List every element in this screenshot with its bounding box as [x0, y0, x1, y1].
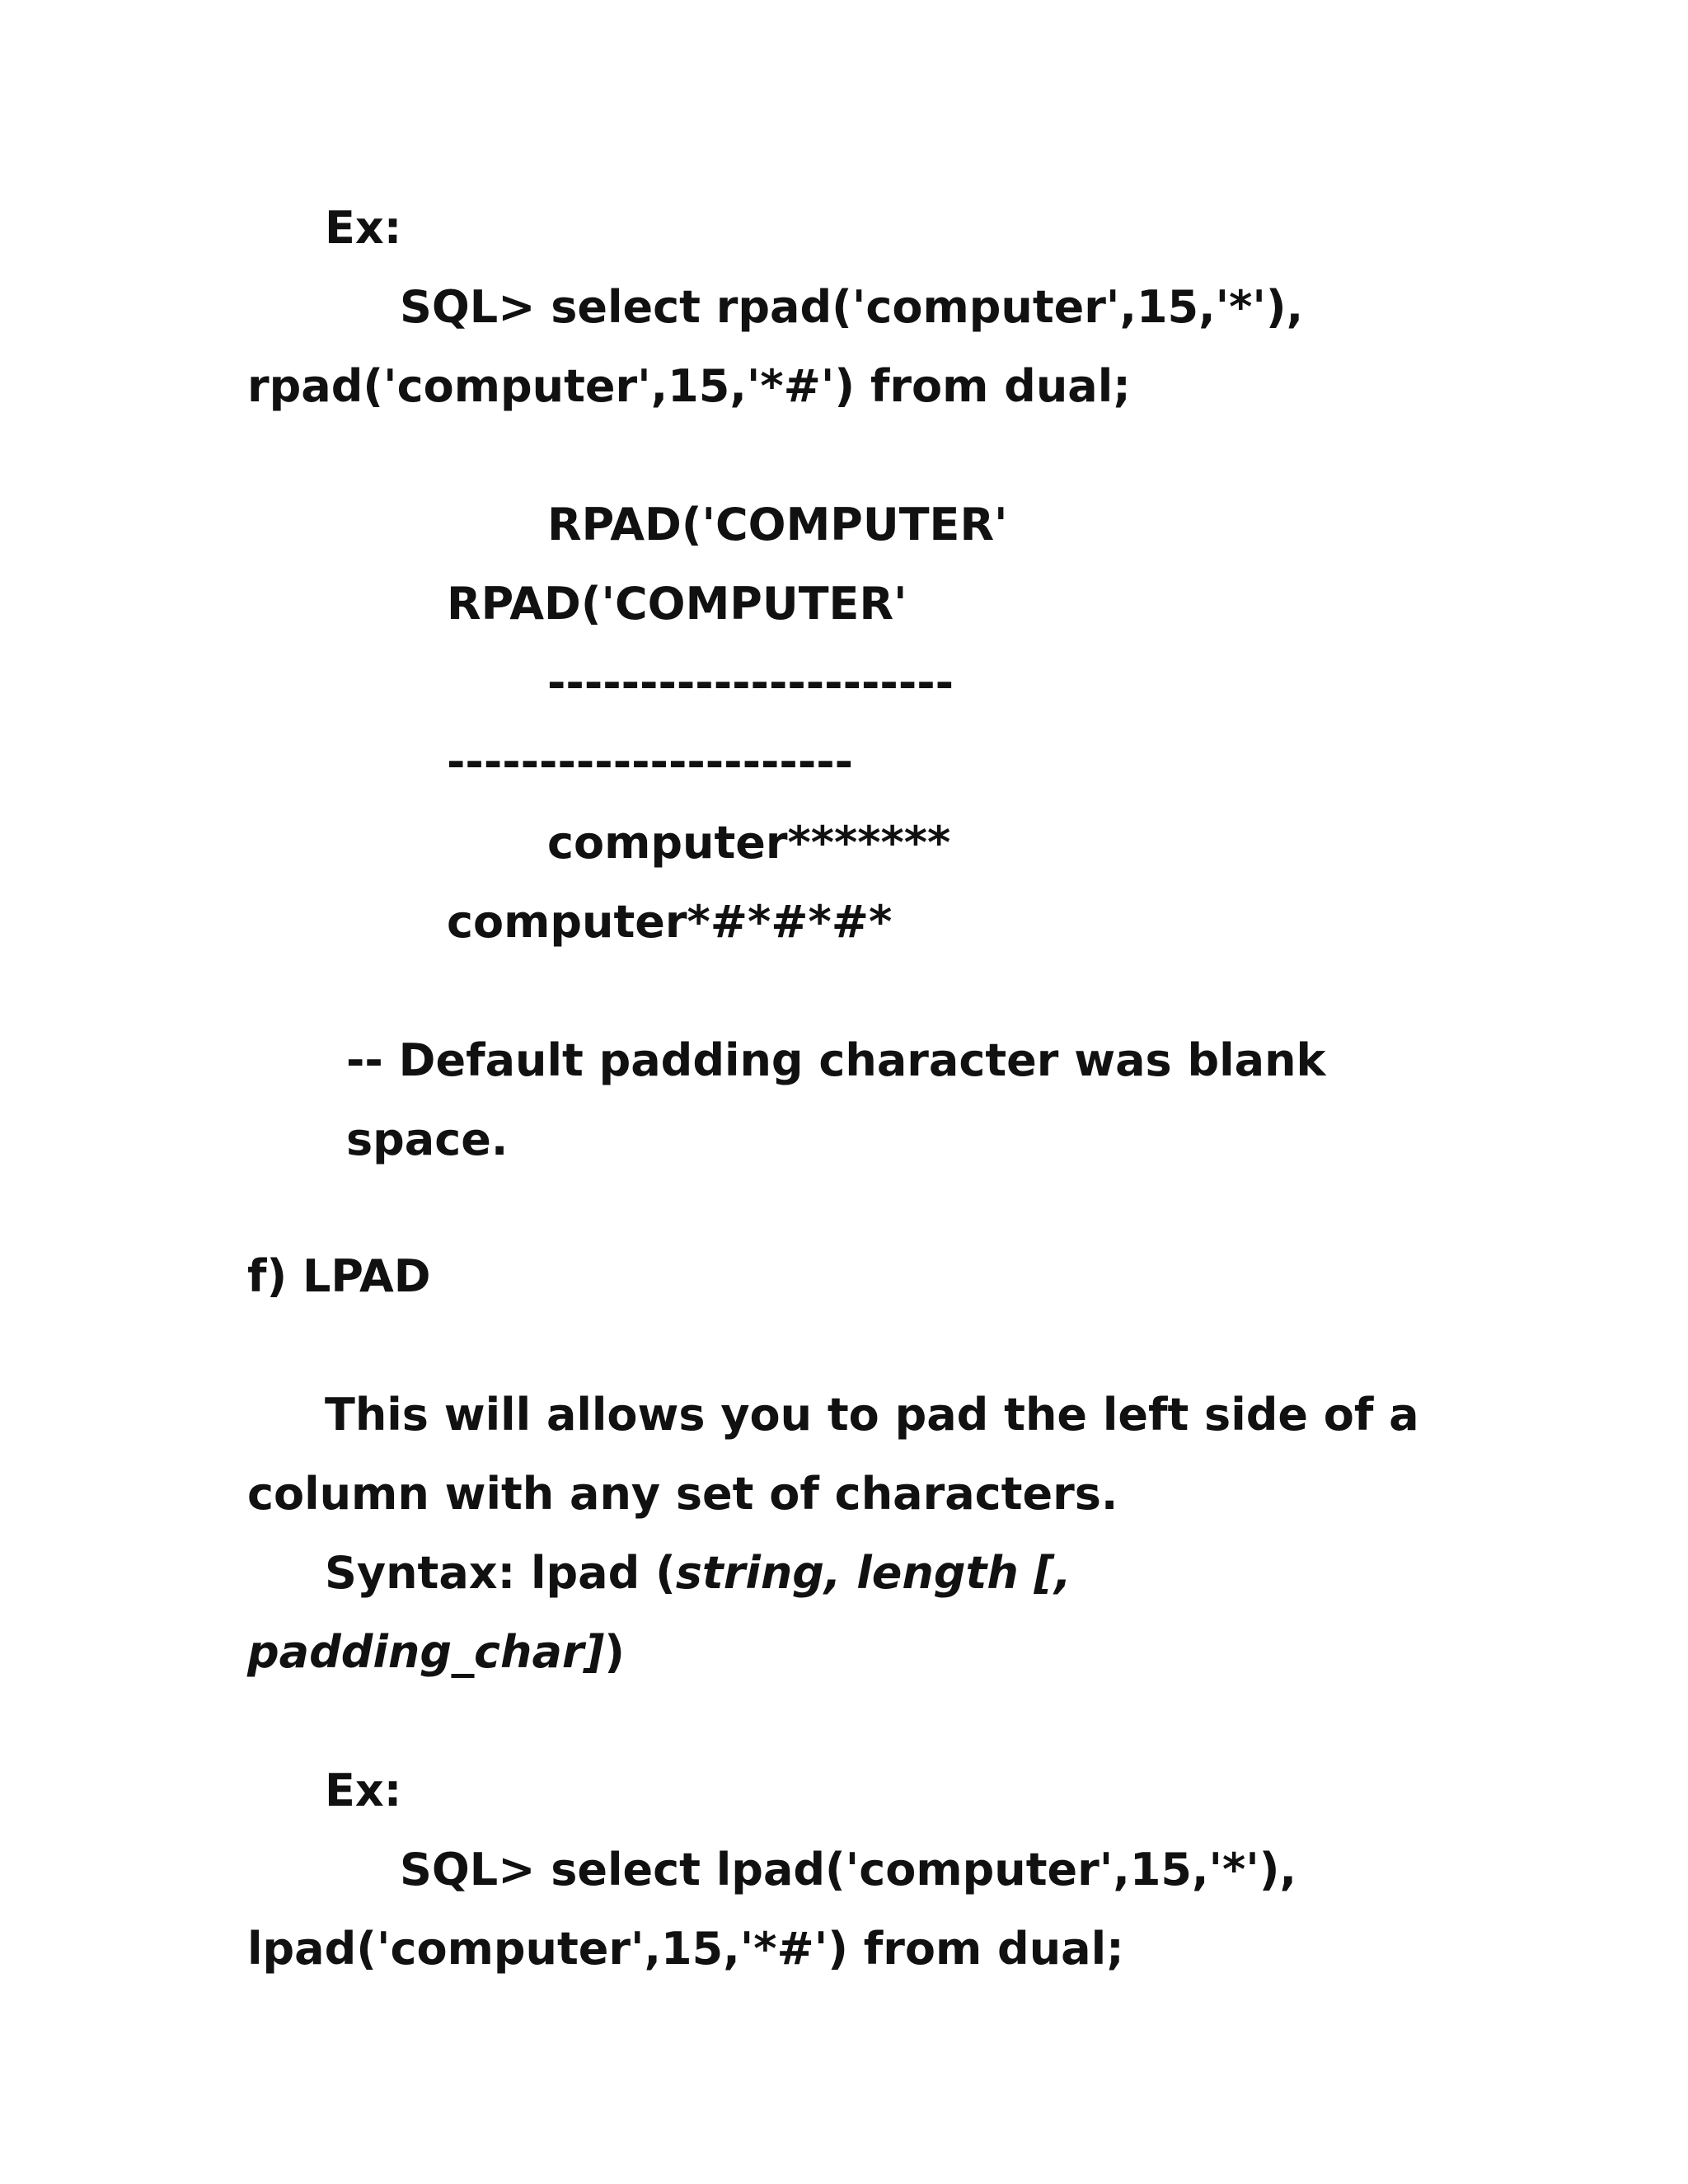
note-line: -- Default padding character was blank	[346, 1034, 1326, 1086]
result-column-header: RPAD('COMPUTER'	[547, 499, 1008, 551]
note-line: space.	[346, 1113, 509, 1165]
sql-query-line: SQL> select rpad('computer',15,'*'),	[400, 281, 1304, 333]
syntax-params: padding_char]	[247, 1626, 605, 1678]
result-value: computer*******	[547, 817, 951, 869]
result-separator: ----------------------	[547, 657, 954, 709]
result-value: computer*#*#*#*	[447, 896, 893, 948]
description-line: column with any set of characters.	[247, 1468, 1118, 1520]
ex-label: Ex:	[325, 1765, 402, 1816]
section-heading: f) LPAD	[247, 1250, 431, 1302]
syntax-line	[247, 1626, 625, 1678]
sql-query-line: rpad('computer',15,'*#') from dual;	[247, 360, 1131, 412]
ex-label: Ex:	[325, 202, 402, 254]
syntax-suffix: )	[604, 1626, 625, 1678]
result-column-header: RPAD('COMPUTER'	[447, 578, 907, 630]
sql-query-line: SQL> select lpad('computer',15,'*'),	[400, 1844, 1296, 1896]
syntax-params: string, length [,	[675, 1547, 1071, 1599]
description-line: This will allows you to pad the left side of a	[325, 1389, 1419, 1441]
syntax-prefix: Syntax: lpad (	[325, 1547, 676, 1599]
sql-query-line: lpad('computer',15,'*#') from dual;	[247, 1923, 1124, 1975]
syntax-line	[325, 1547, 1071, 1599]
result-separator: ----------------------	[447, 736, 854, 788]
